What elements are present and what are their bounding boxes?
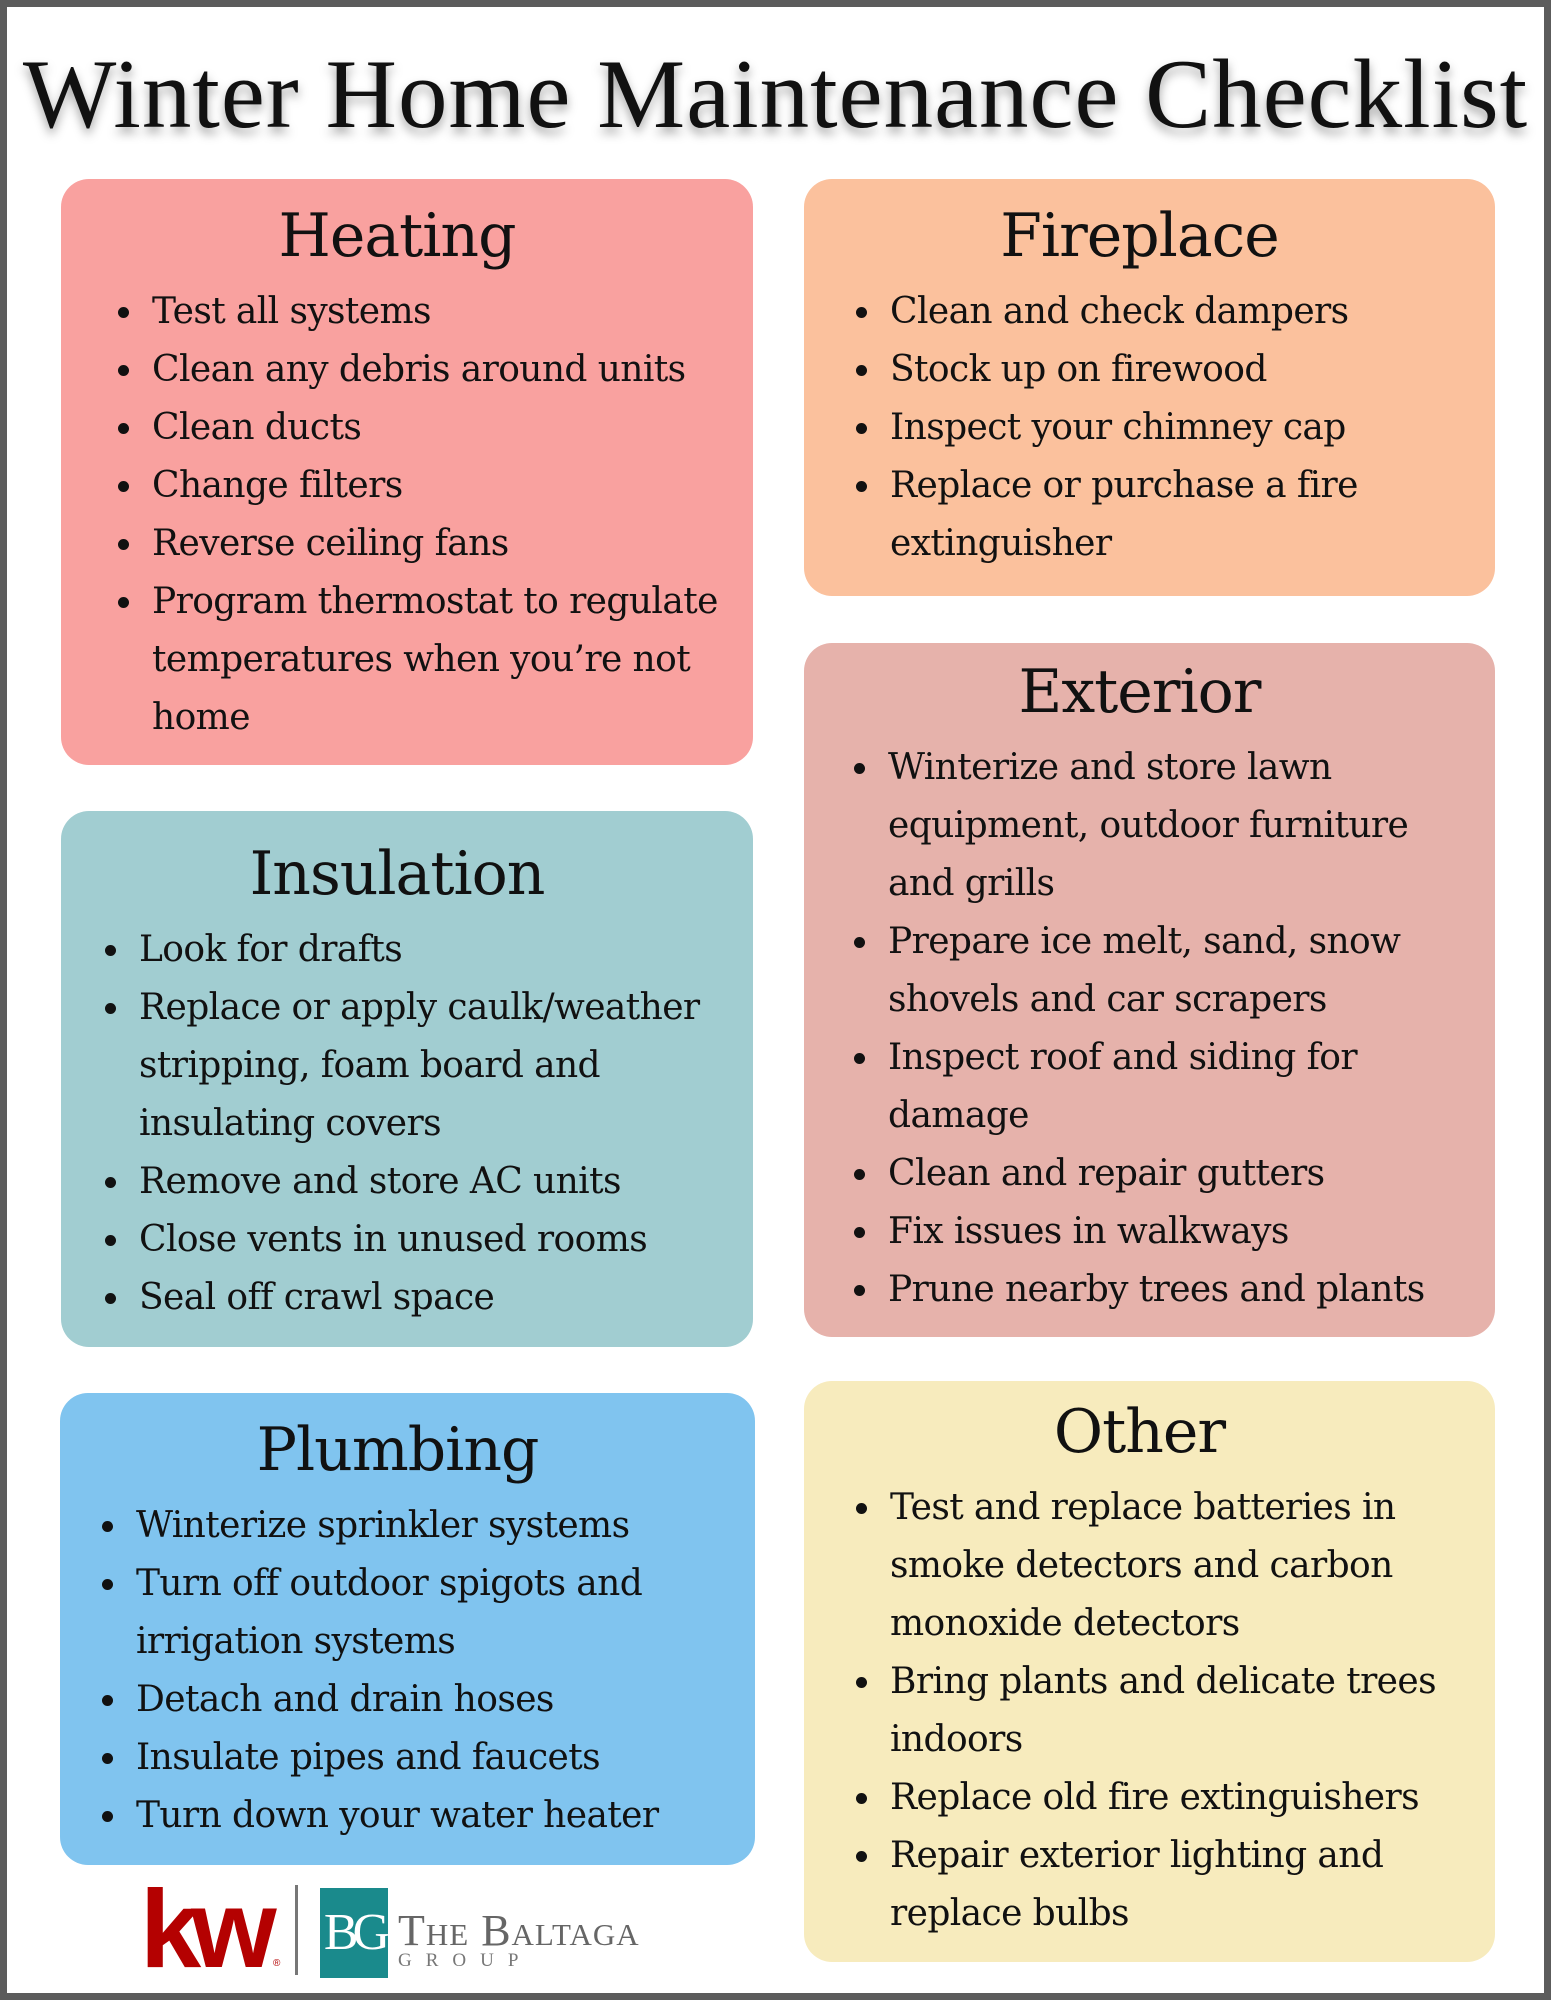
plumbing-card [60,1393,755,1865]
card-heading: Heating [278,201,516,271]
checklist-item: • Clean and check dampers [884,283,1475,341]
checklist-item: • Clean any debris around units [146,341,733,399]
checklist-item: • Turn off outdoor spigots and irrigation systems [130,1555,735,1671]
checklist-item: • Program thermostat to regulate temperatures when you’re not home [146,573,733,747]
checklist-item: • Look for drafts [133,921,733,979]
checklist-item: • Replace or apply caulk/weather stripping, foam board and insulating covers [133,979,733,1153]
footer-logo [140,1868,700,1991]
checklist-item: • Clean and repair gutters [882,1145,1475,1203]
checklist-item: • Test and replace batteries in smoke detectors and carbon monoxide detectors [884,1479,1475,1653]
checklist-item: • Clean ducts [146,399,733,457]
checklist-item: • Inspect roof and siding for damage [882,1029,1475,1145]
kw-logo: kw [140,1868,267,1991]
insulation-card [61,811,753,1347]
bg-logo-mark: BG [320,1888,388,1978]
card-heading: Exterior [1018,657,1261,727]
card-heading: Insulation [249,839,545,909]
checklist-item: • Repair exterior lighting and replace bulbs [884,1827,1475,1943]
heating-card [61,179,753,765]
company-name: The Baltaga [398,1906,640,1955]
checklist-item: • Inspect your chimney cap [884,399,1475,457]
page-title: Winter Home Maintenance Checklist [22,40,1529,149]
logo-divider [295,1885,298,1975]
checklist [804,283,1475,573]
fireplace-card [804,179,1495,596]
checklist-item: • Detach and drain hoses [130,1671,735,1729]
checklist-item: • Test all systems [146,283,733,341]
checklist-item: • Insulate pipes and faucets [130,1729,735,1787]
checklist [804,739,1475,1319]
company-subtitle: GROUP [398,1950,533,1971]
exterior-card [804,643,1495,1337]
checklist-item: • Reverse ceiling fans [146,515,733,573]
checklist-item: • Change filters [146,457,733,515]
checklist-item: • Prune nearby trees and plants [882,1261,1475,1319]
checklist-item: • Bring plants and delicate trees indoors [884,1653,1475,1769]
checklist [61,921,733,1327]
card-heading: Fireplace [1000,201,1279,271]
checklist-item: • Replace old fire extinguishers [884,1769,1475,1827]
checklist-item: • Stock up on firewood [884,341,1475,399]
checklist-item: • Remove and store AC units [133,1153,733,1211]
checklist [804,1479,1475,1943]
checklist-item: • Winterize sprinkler systems [130,1497,735,1555]
checklist-item: • Seal off crawl space [133,1269,733,1327]
card-heading: Other [1053,1397,1226,1467]
registered-mark: ® [273,1958,281,1969]
checklist-item: • Replace or purchase a fire extinguisher [884,457,1475,573]
checklist-item: • Prepare ice melt, sand, snow shovels and car scrapers [882,913,1475,1029]
checklist-item: • Turn down your water heater [130,1787,735,1845]
checklist-item: • Winterize and store lawn equipment, outdoor furniture and grills [882,739,1475,913]
checklist [60,1497,735,1845]
card-heading: Plumbing [256,1415,539,1485]
checklist-item: • Fix issues in walkways [882,1203,1475,1261]
checklist-item: • Close vents in unused rooms [133,1211,733,1269]
checklist [61,283,733,747]
other-card [804,1381,1495,1962]
